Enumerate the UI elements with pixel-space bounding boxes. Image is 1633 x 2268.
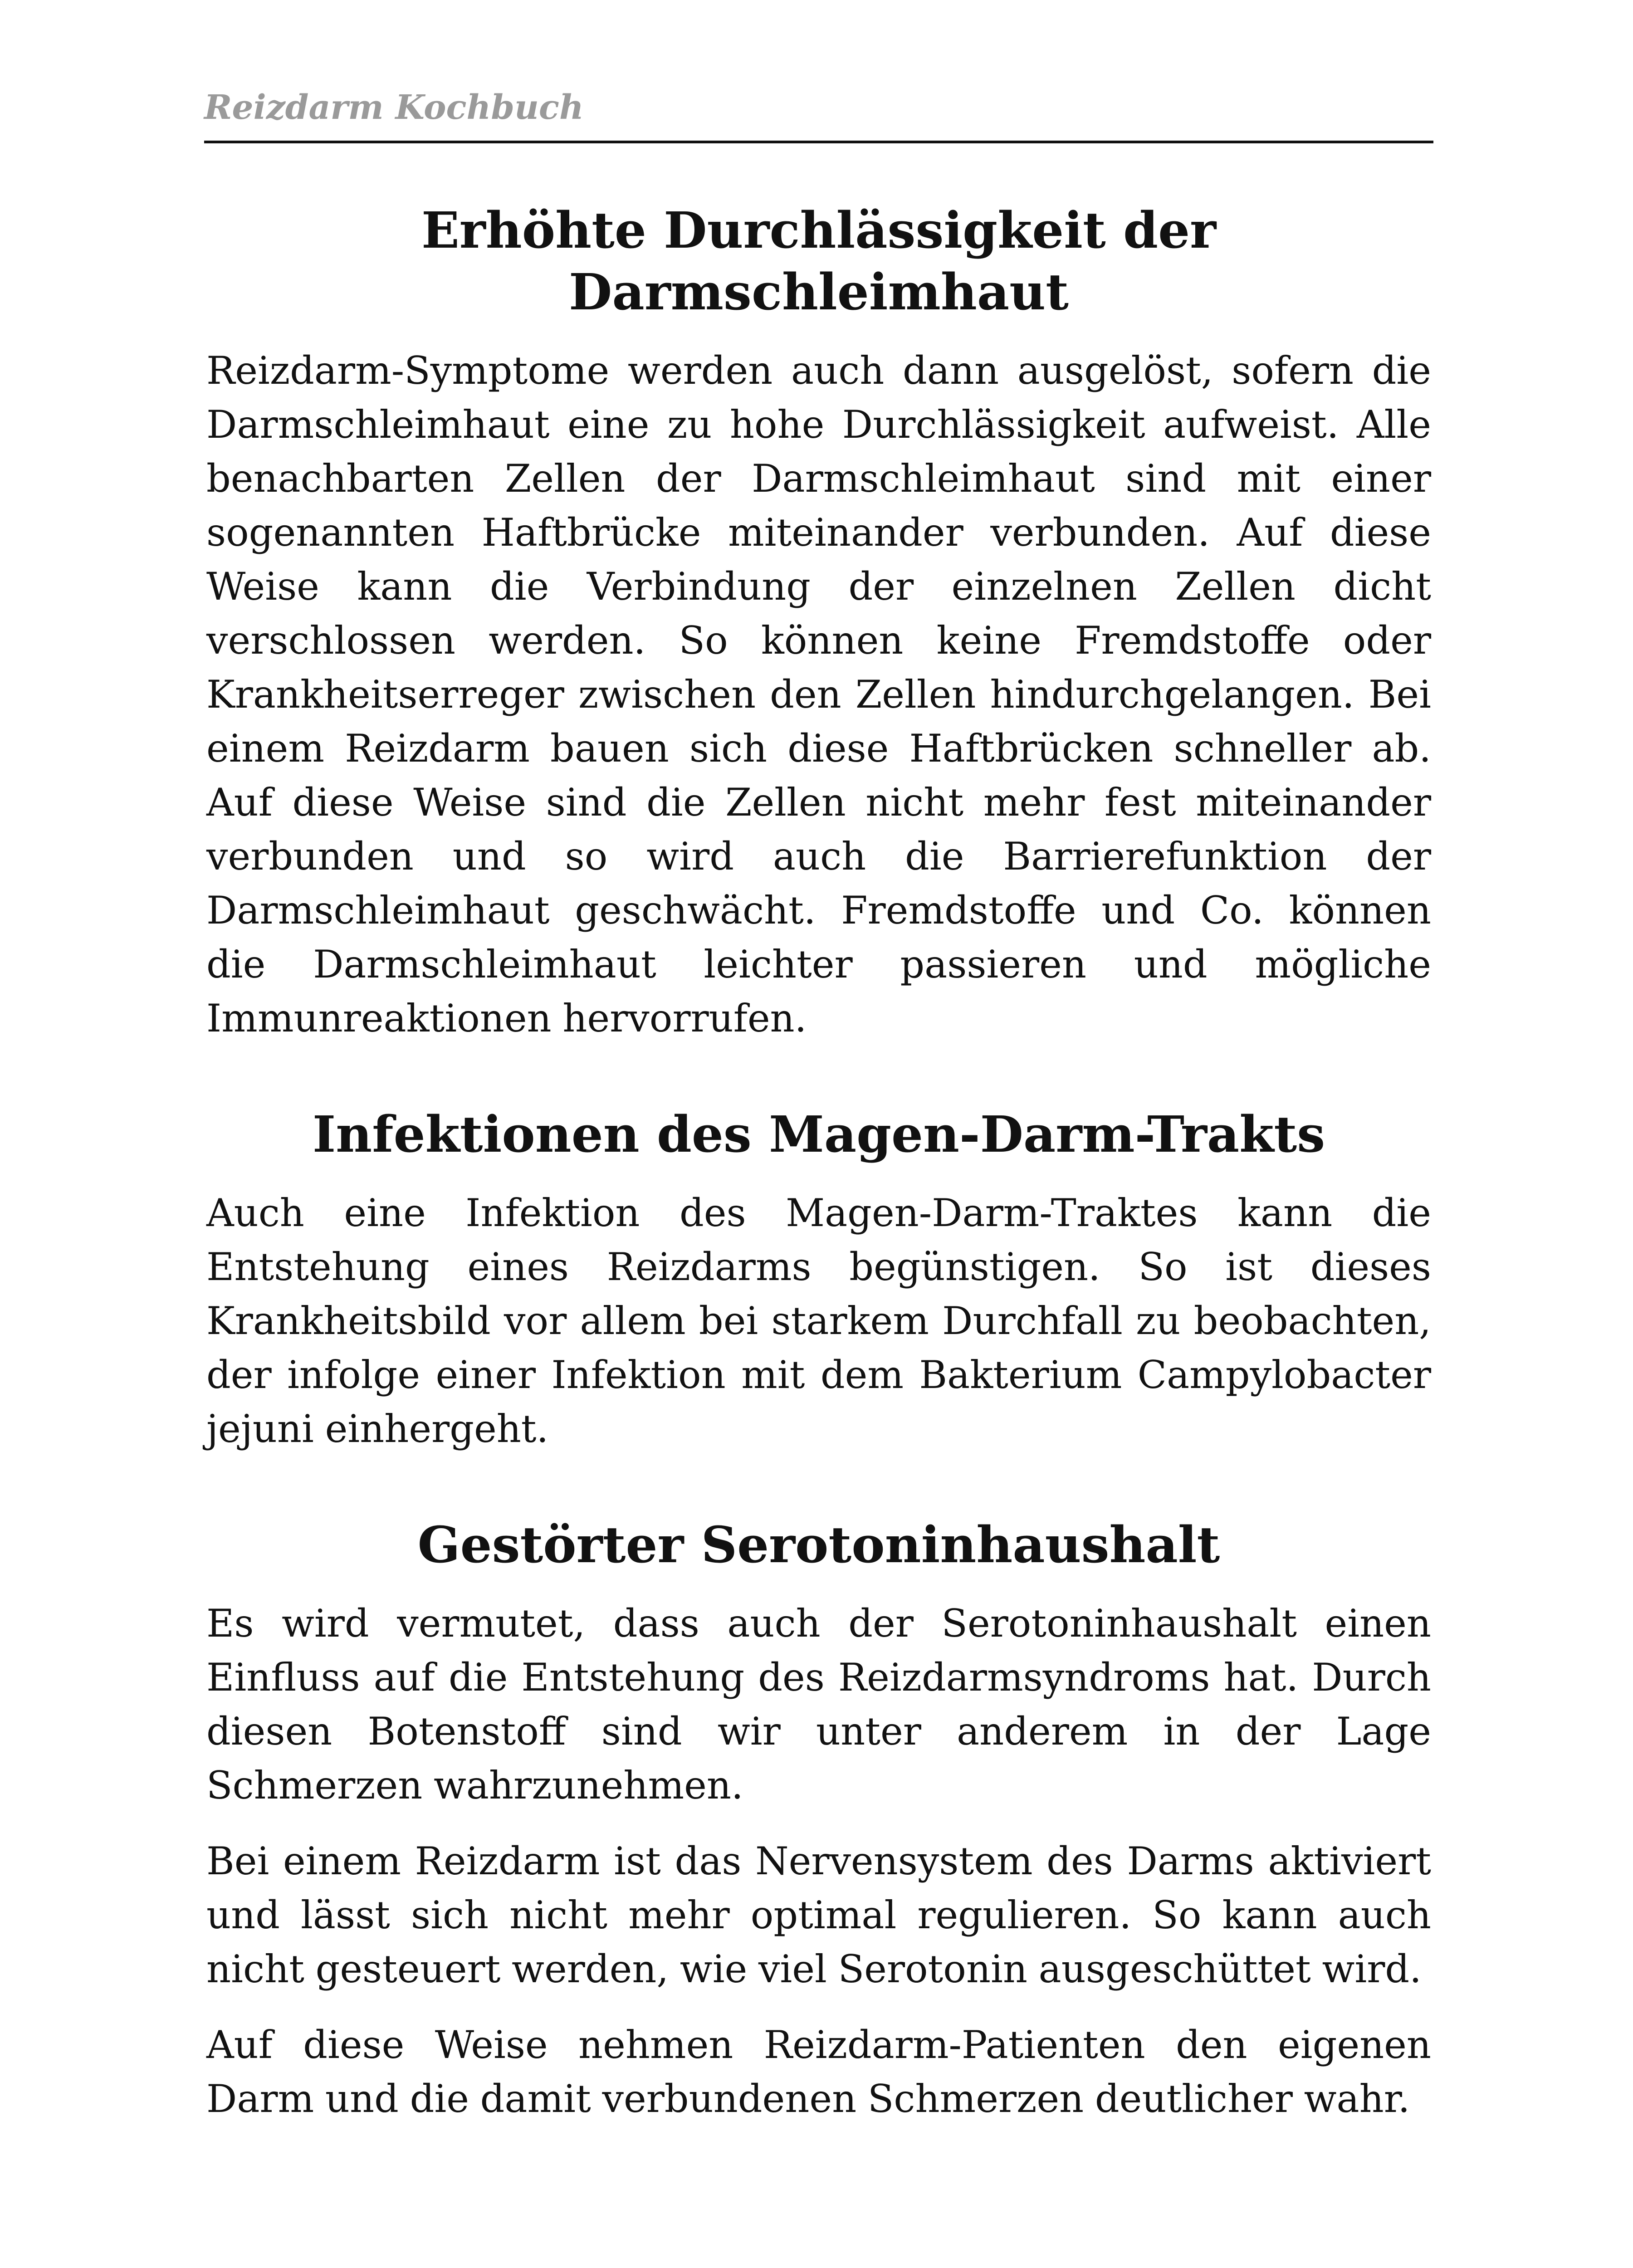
- paragraph-serotonin-2: Bei einem Reizdarm ist das Nervensystem des Darms aktiviert und lässt sich nicht mehr optimal regulieren. So kann auch nicht gesteuert werden, wie viel Serotonin ausgeschüttet wird.: [206, 1839, 1431, 1991]
- header-rule: [204, 141, 1433, 143]
- section-heading-permeability: Erhöhte Durchlässigkeit der Darmschleimhaut: [421, 201, 1217, 321]
- paragraph-infections: Auch eine Infektion des Magen-Darm-Traktes kann die Entstehung eines Reizdarms begünstigen. So ist dieses Krankheitsbild vor allem bei starkem Durchfall zu beobachten, der infolge einer Infektion mit dem Bakterium Campylobacter jejuni einhergeht.: [206, 1191, 1431, 1451]
- running-header-title: Reizdarm Kochbuch: [204, 88, 584, 127]
- page-content: [206, 200, 1431, 2126]
- paragraph-serotonin-1: Es wird vermutet, dass auch der Serotoninhaushalt einen Einfluss auf die Entstehung des Reizdarmsyndroms hat. Durch diesen Botenstoff sind wir unter anderem in der Lage Schmerzen wahrzunehmen.: [206, 1601, 1431, 1808]
- section-heading-infections: Infektionen des Magen-Darm-Trakts: [312, 1105, 1325, 1163]
- section-heading-serotonin: Gestörter Serotoninhaushalt: [417, 1515, 1220, 1574]
- paragraph-serotonin-3: Auf diese Weise nehmen Reizdarm-Patienten den eigenen Darm und die damit verbundenen Schmerzen deutlicher wahr.: [206, 2023, 1431, 2121]
- paragraph-permeability: Reizdarm-Symptome werden auch dann ausgelöst, sofern die Darmschleimhaut eine zu hohe Durchlässigkeit aufweist. Alle benachbarten Zellen der Darmschleimhaut sind mit einer sogenannten Haftbrücke miteinander verbunden. Auf diese Weise kann die Verbindung der einzelnen Zellen dicht verschlossen werden. So können keine Fremdstoffe oder Krankheitserreger zwischen den Zellen hindurchgelangen. Bei einem Reizdarm bauen sich diese Haftbrücken schneller ab. Auf diese Weise sind die Zellen nicht mehr fest miteinander verbunden und so wird auch die Barrierefunktion der Darmschleimhaut geschwächt. Fremdstoffe und Co. können die Darmschleimhaut leichter passieren und mögliche Immunreaktionen hervorrufen.: [206, 348, 1431, 1041]
